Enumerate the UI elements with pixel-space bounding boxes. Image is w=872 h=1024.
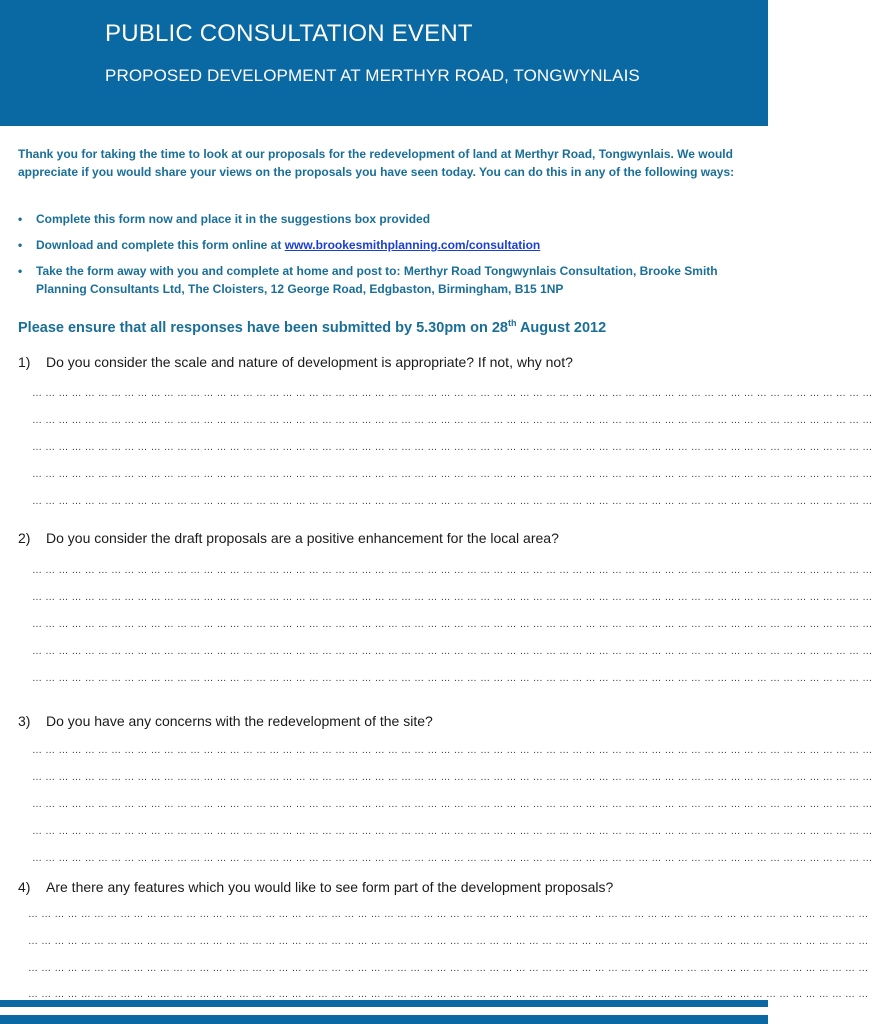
answer-line[interactable]: … … … … … … … … … … … … … … … … … … … … … … … … … … … … … … … … … … … … … … … … … … … … … … … … … … … … … … … … … … … … … … … … [32, 469, 872, 480]
question-3: 3) Do you have any concerns with the redevelopment of the site? [18, 713, 433, 729]
bullet-icon: • [18, 264, 23, 278]
answer-line[interactable]: … … … … … … … … … … … … … … … … … … … … … … … … … … … … … … … … … … … … … … … … … … … … … … … … … … … … … … … … … … … … … … … … [28, 909, 869, 920]
answer-line[interactable]: … … … … … … … … … … … … … … … … … … … … … … … … … … … … … … … … … … … … … … … … … … … … … … … … … … … … … … … … … … … … … … … … [32, 388, 872, 399]
list-item: • Take the form away with you and complete at home and post to: Merthyr Road Tongwynlais Consultation, Brooke Smith Planning Consultants Ltd, The Cloisters, 12 George Road, Edgbaston, Birmingham, B15 1NP [18, 264, 718, 296]
answer-line[interactable]: … … … … … … … … … … … … … … … … … … … … … … … … … … … … … … … … … … … … … … … … … … … … … … … … … … … … … … … … … … … … … … … … [32, 772, 872, 783]
consultation-link[interactable]: www.brookesmithplanning.com/consultation [284, 238, 541, 252]
answer-line[interactable]: … … … … … … … … … … … … … … … … … … … … … … … … … … … … … … … … … … … … … … … … … … … … … … … … … … … … … … … … … … … … … … … … [32, 496, 872, 507]
page-subtitle: PROPOSED DEVELOPMENT AT MERTHYR ROAD, TONGWYNLAIS [105, 66, 640, 85]
bullet-icon: • [18, 238, 23, 252]
question-1: 1) Do you consider the scale and nature of development is appropriate? If not, why not? [18, 354, 573, 370]
answer-line[interactable]: … … … … … … … … … … … … … … … … … … … … … … … … … … … … … … … … … … … … … … … … … … … … … … … … … … … … … … … … … … … … … … … … [28, 936, 869, 947]
answer-line[interactable]: … … … … … … … … … … … … … … … … … … … … … … … … … … … … … … … … … … … … … … … … … … … … … … … … … … … … … … … … … … … … … … … … [32, 646, 872, 657]
answer-line[interactable]: … … … … … … … … … … … … … … … … … … … … … … … … … … … … … … … … … … … … … … … … … … … … … … … … … … … … … … … … … … … … … … … … [32, 442, 872, 453]
bullet-icon: • [18, 212, 23, 226]
deadline-notice: Please ensure that all responses have been submitted by 5.30pm on 28th August 2012 [18, 318, 607, 336]
answer-line[interactable]: … … … … … … … … … … … … … … … … … … … … … … … … … … … … … … … … … … … … … … … … … … … … … … … … … … … … … … … … … … … … … … … … [32, 799, 872, 810]
answer-line[interactable]: … … … … … … … … … … … … … … … … … … … … … … … … … … … … … … … … … … … … … … … … … … … … … … … … … … … … … … … … … … … … … … … … [28, 989, 869, 1000]
question-4: 4) Are there any features which you would like to see form part of the development proposals? [18, 879, 614, 895]
answer-line[interactable]: … … … … … … … … … … … … … … … … … … … … … … … … … … … … … … … … … … … … … … … … … … … … … … … … … … … … … … … … … … … … … … … … [32, 592, 872, 603]
answer-line[interactable]: … … … … … … … … … … … … … … … … … … … … … … … … … … … … … … … … … … … … … … … … … … … … … … … … … … … … … … … … … … … … … … … … [28, 963, 869, 974]
answer-line[interactable]: … … … … … … … … … … … … … … … … … … … … … … … … … … … … … … … … … … … … … … … … … … … … … … … … … … … … … … … … … … … … … … … … [32, 415, 872, 426]
answer-line[interactable]: … … … … … … … … … … … … … … … … … … … … … … … … … … … … … … … … … … … … … … … … … … … … … … … … … … … … … … … … … … … … … … … … [32, 565, 872, 576]
answer-line[interactable]: … … … … … … … … … … … … … … … … … … … … … … … … … … … … … … … … … … … … … … … … … … … … … … … … … … … … … … … … … … … … … … … … [32, 619, 872, 630]
answer-line[interactable]: … … … … … … … … … … … … … … … … … … … … … … … … … … … … … … … … … … … … … … … … … … … … … … … … … … … … … … … … … … … … … … … … [32, 673, 872, 684]
answer-line[interactable]: … … … … … … … … … … … … … … … … … … … … … … … … … … … … … … … … … … … … … … … … … … … … … … … … … … … … … … … … … … … … … … … … [32, 853, 872, 864]
submission-options-list [18, 210, 758, 306]
list-item: • Complete this form now and place it in the suggestions box provided [18, 212, 431, 226]
intro-text: Thank you for taking the time to look at our proposals for the redevelopment of land at Merthyr Road, Tongwynlais. We would appreciate if you would share your views on the proposals you have seen today. You can do this in any of the following ways: [18, 147, 735, 179]
question-2: 2) Do you consider the draft proposals are a positive enhancement for the local area? [18, 530, 559, 546]
footer-rule-bottom [0, 1015, 768, 1024]
page-title: PUBLIC CONSULTATION EVENT [105, 20, 473, 47]
header-banner [0, 0, 768, 126]
footer-rule-top [0, 1000, 768, 1007]
list-item: • Download and complete this form online at www.brookesmithplanning.com/consultation [18, 238, 541, 252]
answer-line[interactable]: … … … … … … … … … … … … … … … … … … … … … … … … … … … … … … … … … … … … … … … … … … … … … … … … … … … … … … … … … … … … … … … … [32, 826, 872, 837]
answer-line[interactable]: … … … … … … … … … … … … … … … … … … … … … … … … … … … … … … … … … … … … … … … … … … … … … … … … … … … … … … … … … … … … … … … … [32, 745, 872, 756]
